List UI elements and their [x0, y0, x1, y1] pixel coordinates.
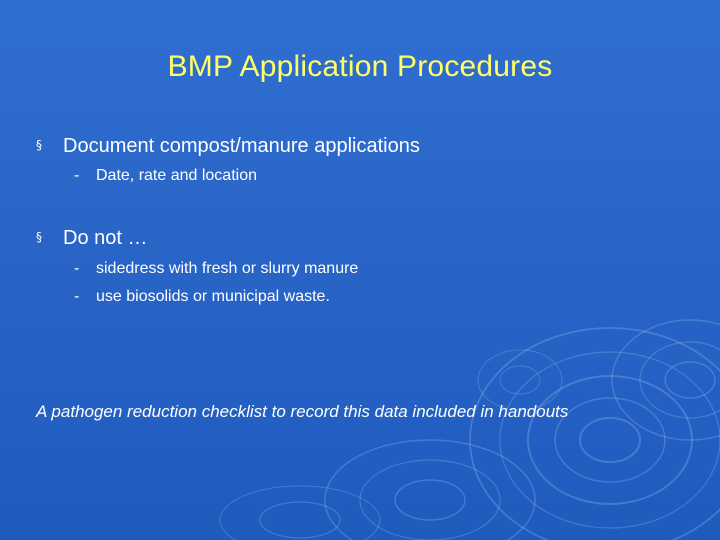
bullet-document-applications — [36, 135, 420, 158]
sub-bullet-biosolids — [74, 288, 330, 306]
bullet-marker: § — [36, 138, 42, 152]
bullet-marker: § — [36, 230, 42, 244]
sub-bullet-text: use biosolids or municipal waste. — [96, 288, 330, 305]
footer-note: A pathogen reduction checklist to record this data included in handouts — [36, 402, 569, 421]
sub-bullet-marker: - — [74, 167, 80, 184]
sub-bullet-text: Date, rate and location — [96, 167, 257, 184]
bullet-text: Do not … — [63, 227, 148, 249]
sub-bullet-sidedress — [74, 260, 358, 278]
sub-bullet-date-rate-location — [74, 167, 257, 185]
sub-bullet-text: sidedress with fresh or slurry manure — [96, 260, 359, 277]
bullet-text: Document compost/manure applications — [63, 135, 420, 157]
bullet-do-not — [36, 227, 147, 250]
sub-bullet-marker: - — [74, 288, 80, 305]
sub-bullet-marker: - — [74, 260, 80, 277]
slide-title: BMP Application Procedures — [167, 50, 553, 83]
